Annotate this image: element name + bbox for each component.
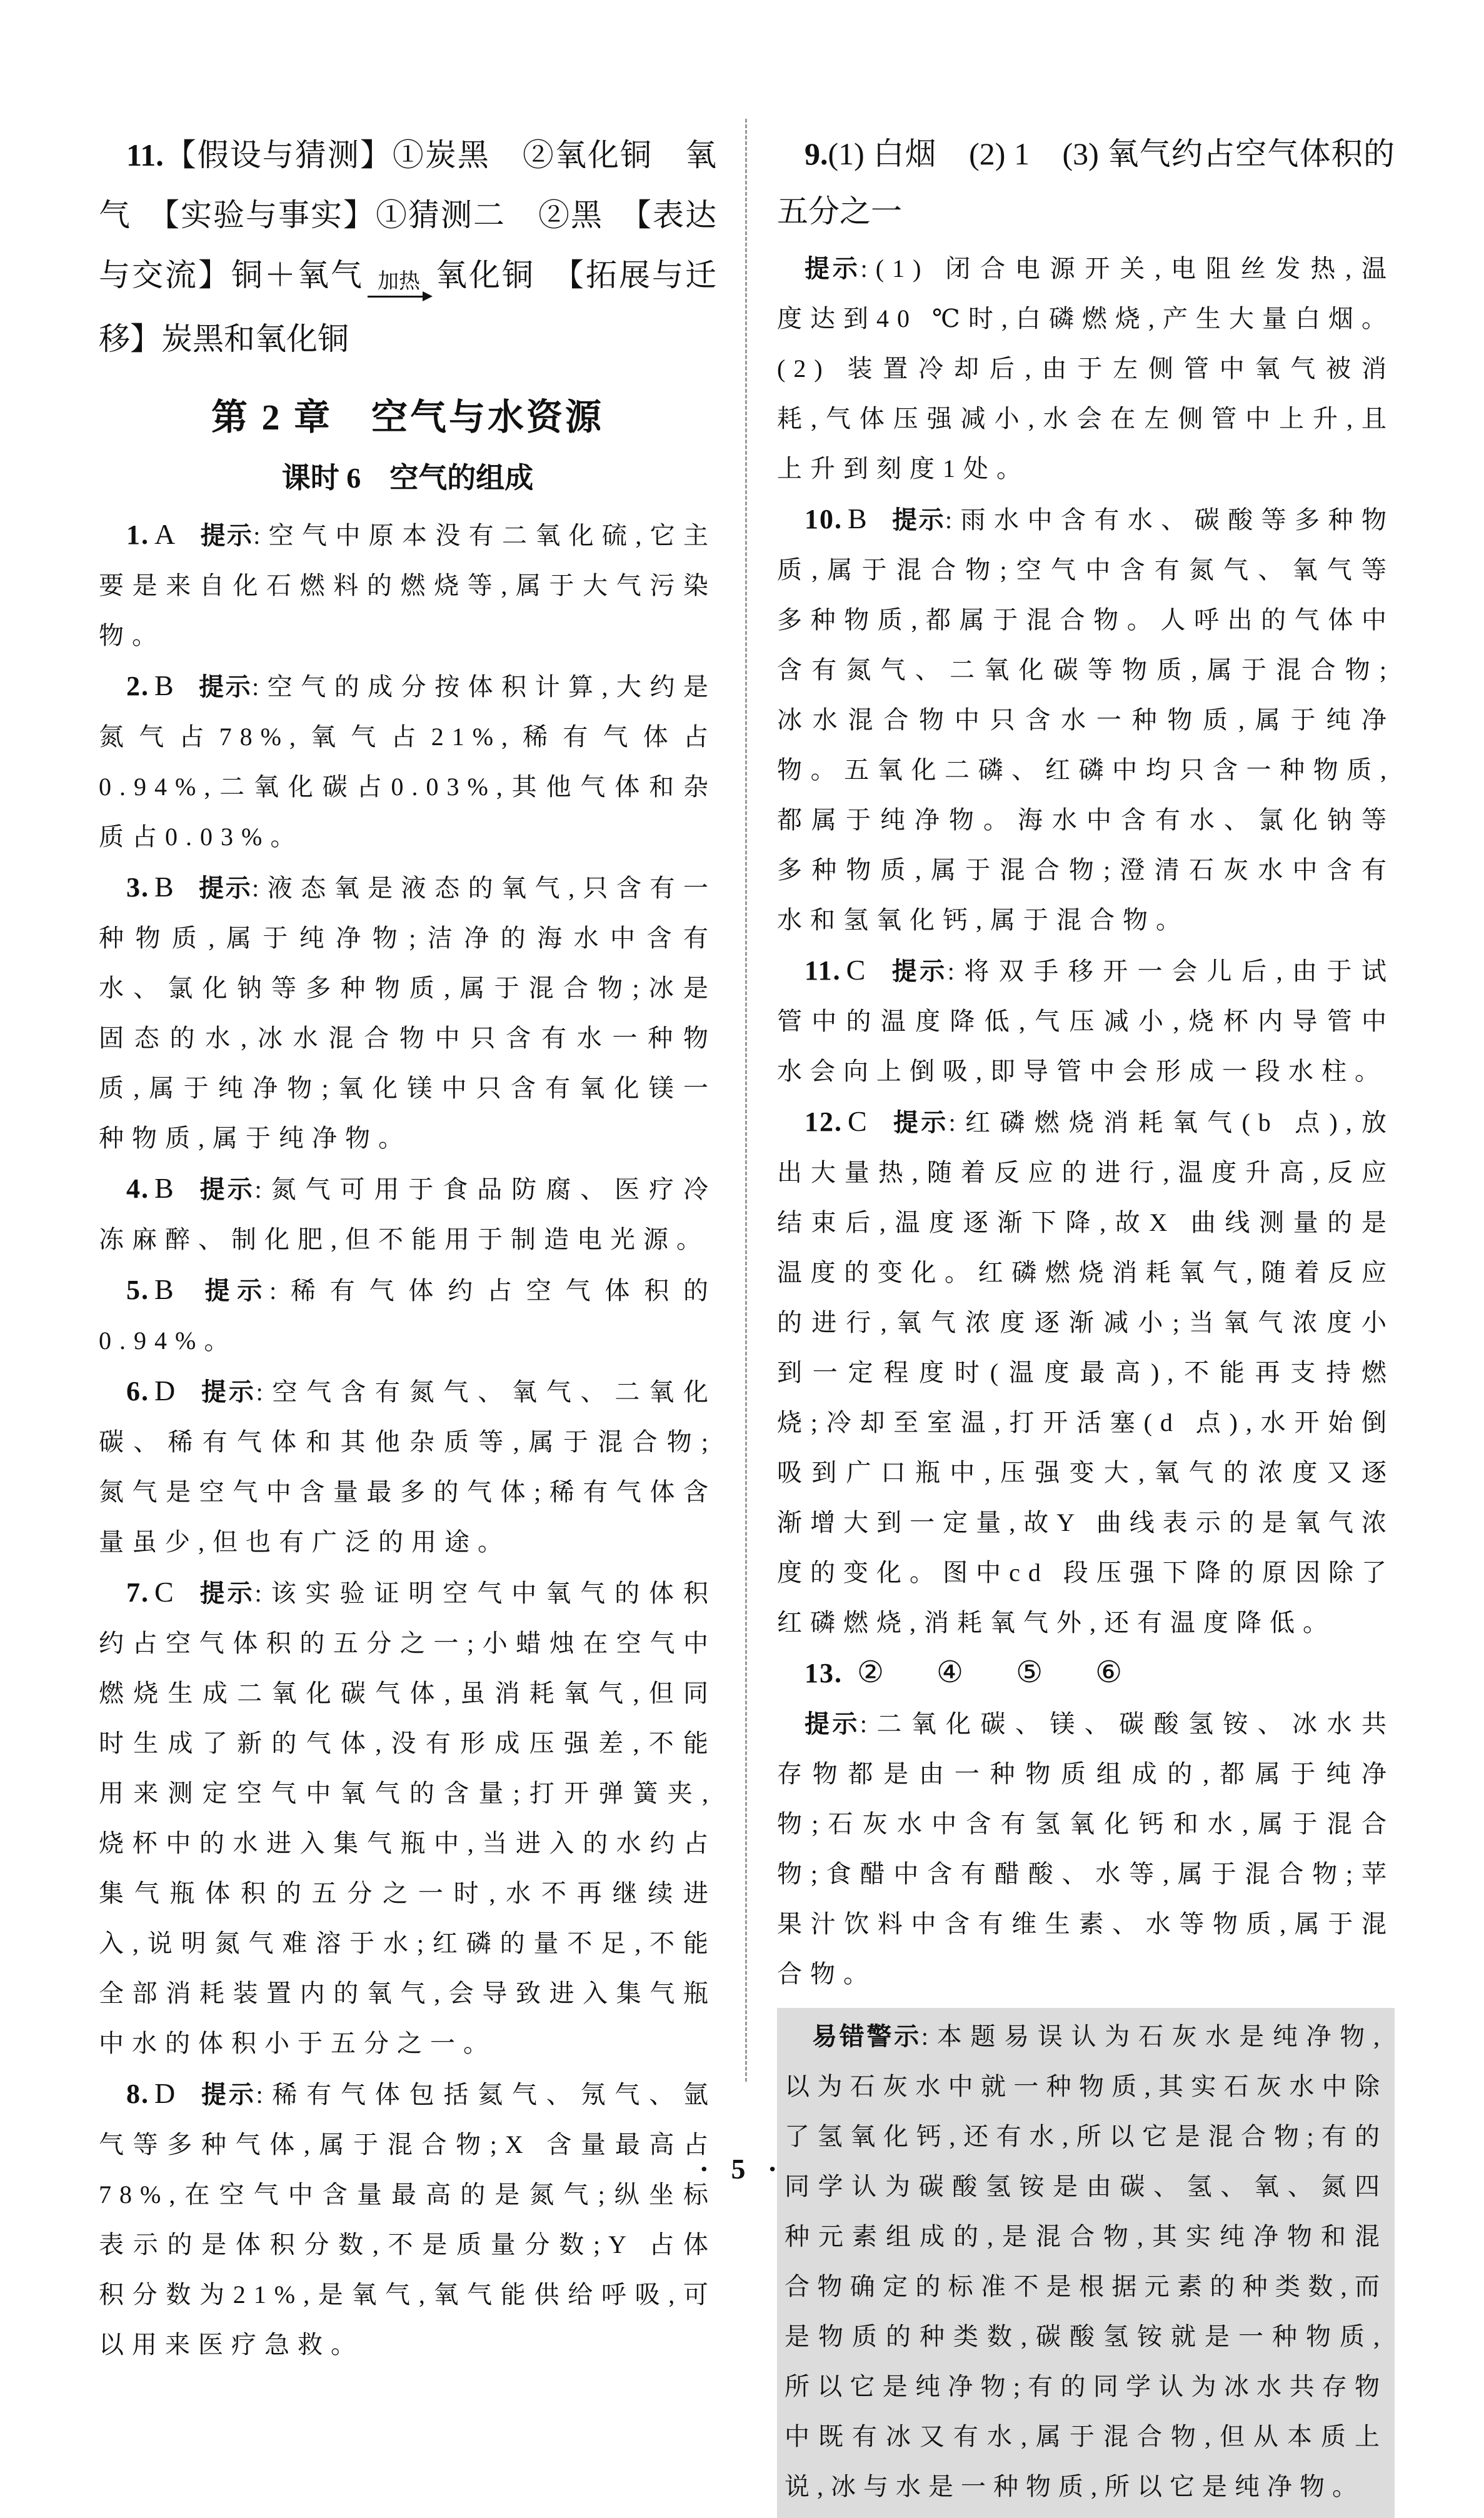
hint-label: 提示 — [890, 958, 948, 985]
item-number: 2. — [126, 671, 149, 702]
item-answer: C — [848, 1105, 867, 1137]
hint-text: :二氧化碳、镁、碳酸氢铵、冰水共存物都是由一种物质组成的,都属于纯净物;石灰水中含有氢氧化钙和水,属于混合物;食醋中含有醋酸、水等,属于混合物;苹果汁饮料中含有维生素、水等物质,属于混合物。 — [777, 1710, 1395, 1988]
item-answer: D — [154, 1375, 176, 1407]
answer-item — [99, 1567, 716, 2069]
answer-item — [99, 509, 716, 661]
item-answer: B — [848, 503, 867, 534]
hint-text: :将双手移开一会儿后,由于试管中的温度降低,气压减小,烧杯内导管中水会向上倒吸,即导管中会形成一段水柱。 — [777, 957, 1395, 1085]
answer-item — [99, 1163, 716, 1265]
hint-label: 提示 — [200, 522, 254, 550]
hint-label: 提示 — [891, 506, 946, 534]
warning-label: 易错警示 — [812, 2023, 921, 2050]
left-column — [99, 125, 716, 2370]
hint-text: :液态氧是液态的氧气,只含有一种物质,属于纯净物;洁净的海水中含有水、氯化钠等多种物质,属于混合物;冰是固态的水,冰水混合物中只含有水一种物质,属于纯净物;氧化镁中只含有氧化镁一种物质,属于纯净物。 — [99, 874, 716, 1153]
answer-item — [777, 494, 1395, 945]
answer-item-13 — [777, 1648, 1395, 1699]
hint-text: :红磷燃烧消耗氧气(b 点),放出大量热,随着反应的进行,温度升高,反应结束后,温度逐渐下降,故X 曲线测量的是温度的变化。红磷燃烧消耗氧气,随着反应的进行,氧气浓度逐渐减小;当氧气浓度小到一定程度时(温度最高),不能再支持燃烧;冷却至室温,打开活塞(d 点),水开始倒吸到广口瓶中,压强变大,氧气的浓度又逐渐增大到一定量,故Y 曲线表示的是氧气浓度的变化。图中cd 段压强下降的原因除了红磷燃烧,消耗氧气外,还有温度降低。 — [777, 1108, 1395, 1637]
answer-item-11-prev — [99, 125, 716, 369]
item-answer: B — [154, 1273, 174, 1306]
hint-text: :空气含有氮气、氧气、二氧化碳、稀有气体和其他杂质等,属于混合物;氮气是空气中含量最多的气体;稀有气体含量虽少,但也有广泛的用途。 — [99, 1378, 716, 1557]
hint-text: :空气的成分按体积计算,大约是氮气占78%,氧气占21%,稀有气体占0.94%,二氧化碳占0.03%,其他气体和杂质占0.03%。 — [99, 673, 716, 851]
answer-item — [99, 2069, 716, 2370]
hint-text: :空气中原本没有二氧化硫,它主要是来自化石燃料的燃烧等,属于大气污染物。 — [99, 521, 716, 650]
chapter-title: 第 2 章 空气与水资源 — [211, 397, 604, 438]
hint-text: :稀有气体包括氦气、氖气、氩气等多种气体,属于混合物;X 含量最高占78%,在空气中含量最高的是氮气;纵坐标表示的是体积分数,不是质量分数;Y 占体积分数为21%,是氧气,氧气能供给呼吸,可以用来医疗急救。 — [99, 2080, 716, 2359]
reaction-condition: 加热 — [378, 270, 420, 293]
hint-label: 提示 — [198, 1277, 270, 1305]
item-text-after: 氧化铜 【拓展与迁移】炭黑和氧化铜 — [99, 258, 716, 356]
item-answer: B — [154, 1172, 174, 1205]
answer-item — [777, 945, 1395, 1096]
hint-label: 提示 — [198, 1580, 255, 1608]
error-warning-box — [777, 2008, 1395, 2518]
hint-label: 提示 — [805, 255, 861, 283]
arrow-icon — [368, 296, 430, 298]
hint-text: :氮气可用于食品防腐、医疗冷冻麻醉、制化肥,但不能用于制造电光源。 — [99, 1175, 716, 1254]
item-number: 3. — [126, 872, 149, 903]
item-number: 13. — [805, 1658, 843, 1688]
reaction-arrow — [364, 269, 434, 309]
item-number: 7. — [126, 1577, 149, 1608]
item-number: 11. — [805, 955, 841, 986]
item-number: 9. — [805, 136, 828, 171]
lesson-title: 课时 6 空气的组成 — [281, 462, 534, 494]
answer-item — [99, 1366, 716, 1567]
hint-label: 提示 — [198, 673, 253, 701]
item-number: 6. — [126, 1376, 149, 1407]
hint-text: :稀有气体约占空气体积的0.94%。 — [99, 1277, 716, 1355]
item-answer: C — [846, 954, 866, 986]
answer-item — [99, 862, 716, 1163]
item-number: 4. — [126, 1173, 149, 1205]
answer-item — [777, 1096, 1395, 1648]
hint-label: 提示 — [198, 875, 253, 903]
item-13-hint — [777, 1699, 1395, 1999]
page-number: · 5 · — [699, 2153, 785, 2185]
hint-text: :(1) 闭合电源开关,电阻丝发热,温度达到40 ℃时,白磷燃烧,产生大量白烟。(2) 装置冷却后,由于左侧管中氧气被消耗,气体压强减小,水会在左侧管中上升,且上升到刻度1处。 — [777, 254, 1395, 483]
hint-text: :雨水中含有水、碳酸等多种物质,属于混合物;空气中含有氮气、氧气等多种物质,都属于混合物。人呼出的气体中含有氮气、二氧化碳等物质,属于混合物;冰水混合物中只含水一种物质,属于纯净物。五氧化二磷、红磷中均只含一种物质,都属于纯净物。海水中含有水、氯化钠等多种物质,属于混合物;澄清石灰水中含有水和氢氧化钙,属于混合物。 — [777, 506, 1395, 934]
hint-label: 提示 — [200, 2081, 256, 2109]
item-number: 12. — [805, 1106, 843, 1137]
answer-item — [99, 1265, 716, 1366]
warning-paragraph — [785, 2012, 1387, 2512]
hint-label: 提示 — [200, 1378, 256, 1407]
answer-item-9 — [777, 125, 1395, 240]
item-answer: B — [154, 670, 174, 702]
item-number: 5. — [126, 1275, 149, 1306]
item-number: 11. — [126, 138, 164, 173]
item-answer: B — [154, 871, 174, 903]
item-text-before: 【假设与猜测】①炭黑 ②氧化铜 氧气 【实验与事实】①猜测二 ②黑 【表达与交流】铜＋氧气 — [99, 138, 716, 293]
warning-text: :本题易误认为石灰水是纯净物,以为石灰水中就一种物质,其实石灰水中除了氢氧化钙,还有水,所以它是混合物;有的同学认为碳酸氢铵是由碳、氢、氧、氮四种元素组成的,是混合物,其实纯净物和混合物确定的标准不是根据元素的种类数,而是物质的种类数,碳酸氢铵就是一种物质,所以它是纯净物;有的同学认为冰水共存物中既有冰又有水,属于混合物,但从本质上说,冰与水是一种物质,所以它是纯净物。 — [785, 2022, 1388, 2500]
hint-text: :该实验证明空气中氧气的体积约占空气体积的五分之一;小蜡烛在空气中燃烧生成二氧化碳气体,虽消耗氧气,但同时生成了新的气体,没有形成压强差,不能用来测定空气中氧气的含量;打开弹簧夹,烧杯中的水进入集气瓶中,当进入的水约占集气瓶体积的五分之一时,水不再继续进入,说明氮气难溶于水;红磷的量不足,不能全部消耗装置内的氧气,会导致进入集气瓶中水的体积小于五分之一。 — [99, 1579, 716, 2058]
item-number: 1. — [126, 519, 149, 551]
answer-item — [99, 661, 716, 862]
item-number: 10. — [805, 504, 843, 534]
left-answer-list — [99, 509, 716, 2370]
hint-label: 提示 — [805, 1710, 860, 1738]
item-answer: (1) 白烟 (2) 1 (3) 氧气约占空气体积的五分之一 — [777, 136, 1395, 229]
item-9-hint — [777, 244, 1395, 494]
hint-label: 提示 — [198, 1176, 255, 1204]
item-number: 8. — [126, 2079, 149, 2110]
item-answer: C — [154, 1576, 174, 1608]
item-answer: D — [154, 2077, 176, 2110]
right-answer-list — [777, 494, 1395, 1648]
item-answer: ② ④ ⑤ ⑥ — [857, 1656, 1134, 1689]
hint-label: 提示 — [891, 1109, 949, 1136]
item-answer: A — [154, 518, 176, 551]
column-divider — [745, 119, 747, 2082]
